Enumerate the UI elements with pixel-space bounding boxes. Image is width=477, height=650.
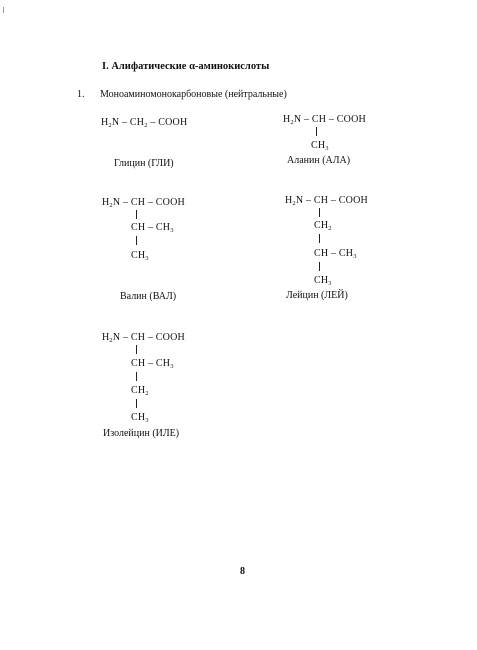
isoleucine-name: Изолейцин (ИЛЕ) bbox=[103, 428, 180, 439]
leucine-side-chain-1: $CH_2$ bbox=[314, 220, 332, 232]
leucine-name: Лейцин (ЛЕЙ) bbox=[286, 290, 348, 301]
alanine-bond bbox=[316, 127, 317, 136]
leucine-side-chain-2: CH – $CH_3$ bbox=[314, 248, 357, 260]
isoleucine-bond-3 bbox=[136, 399, 137, 408]
isoleucine-side-chain-2: $CH_2$ bbox=[131, 385, 149, 397]
leucine-bond-3 bbox=[319, 262, 320, 271]
valine-side-chain-1: CH – $CH_3$ bbox=[131, 222, 174, 234]
alanine-name: Аланин (АЛА) bbox=[287, 155, 351, 166]
valine-formula: $H_2N$ – CH – COOH bbox=[102, 197, 185, 209]
list-item-number: 1. bbox=[77, 89, 85, 100]
glycine-formula: $H_2N - CH_2$ – COOH bbox=[101, 117, 188, 129]
scan-edge-mark bbox=[3, 7, 4, 13]
isoleucine-bond-2 bbox=[136, 372, 137, 381]
leucine-bond-1 bbox=[319, 208, 320, 217]
valine-bond-2 bbox=[136, 236, 137, 245]
isoleucine-formula: $H_2N$ – CH – COOH bbox=[102, 332, 185, 344]
leucine-side-chain-3: $CH_3$ bbox=[314, 275, 332, 287]
valine-side-chain-2: $CH_3$ bbox=[131, 250, 149, 262]
isoleucine-bond-1 bbox=[136, 345, 137, 354]
valine-name: Валин (ВАЛ) bbox=[120, 291, 177, 302]
alanine-formula: $H_2N$ – CH – COOH bbox=[283, 114, 366, 126]
isoleucine-side-chain-3: $CH_3$ bbox=[131, 412, 149, 424]
valine-bond-1 bbox=[136, 210, 137, 219]
leucine-bond-2 bbox=[319, 234, 320, 243]
alanine-side-chain-1: $CH_3$ bbox=[311, 140, 329, 152]
glycine-name: Глицин (ГЛИ) bbox=[114, 158, 174, 169]
isoleucine-side-chain-1: CH – $CH_3$ bbox=[131, 358, 174, 370]
leucine-formula: $H_2N$ – CH – COOH bbox=[285, 195, 368, 207]
list-item-text: Моноаминомонокарбоновые (нейтральные) bbox=[100, 89, 287, 100]
section-title: I. Алифатические α-аминокислоты bbox=[102, 61, 270, 72]
page-number: 8 bbox=[240, 566, 245, 577]
